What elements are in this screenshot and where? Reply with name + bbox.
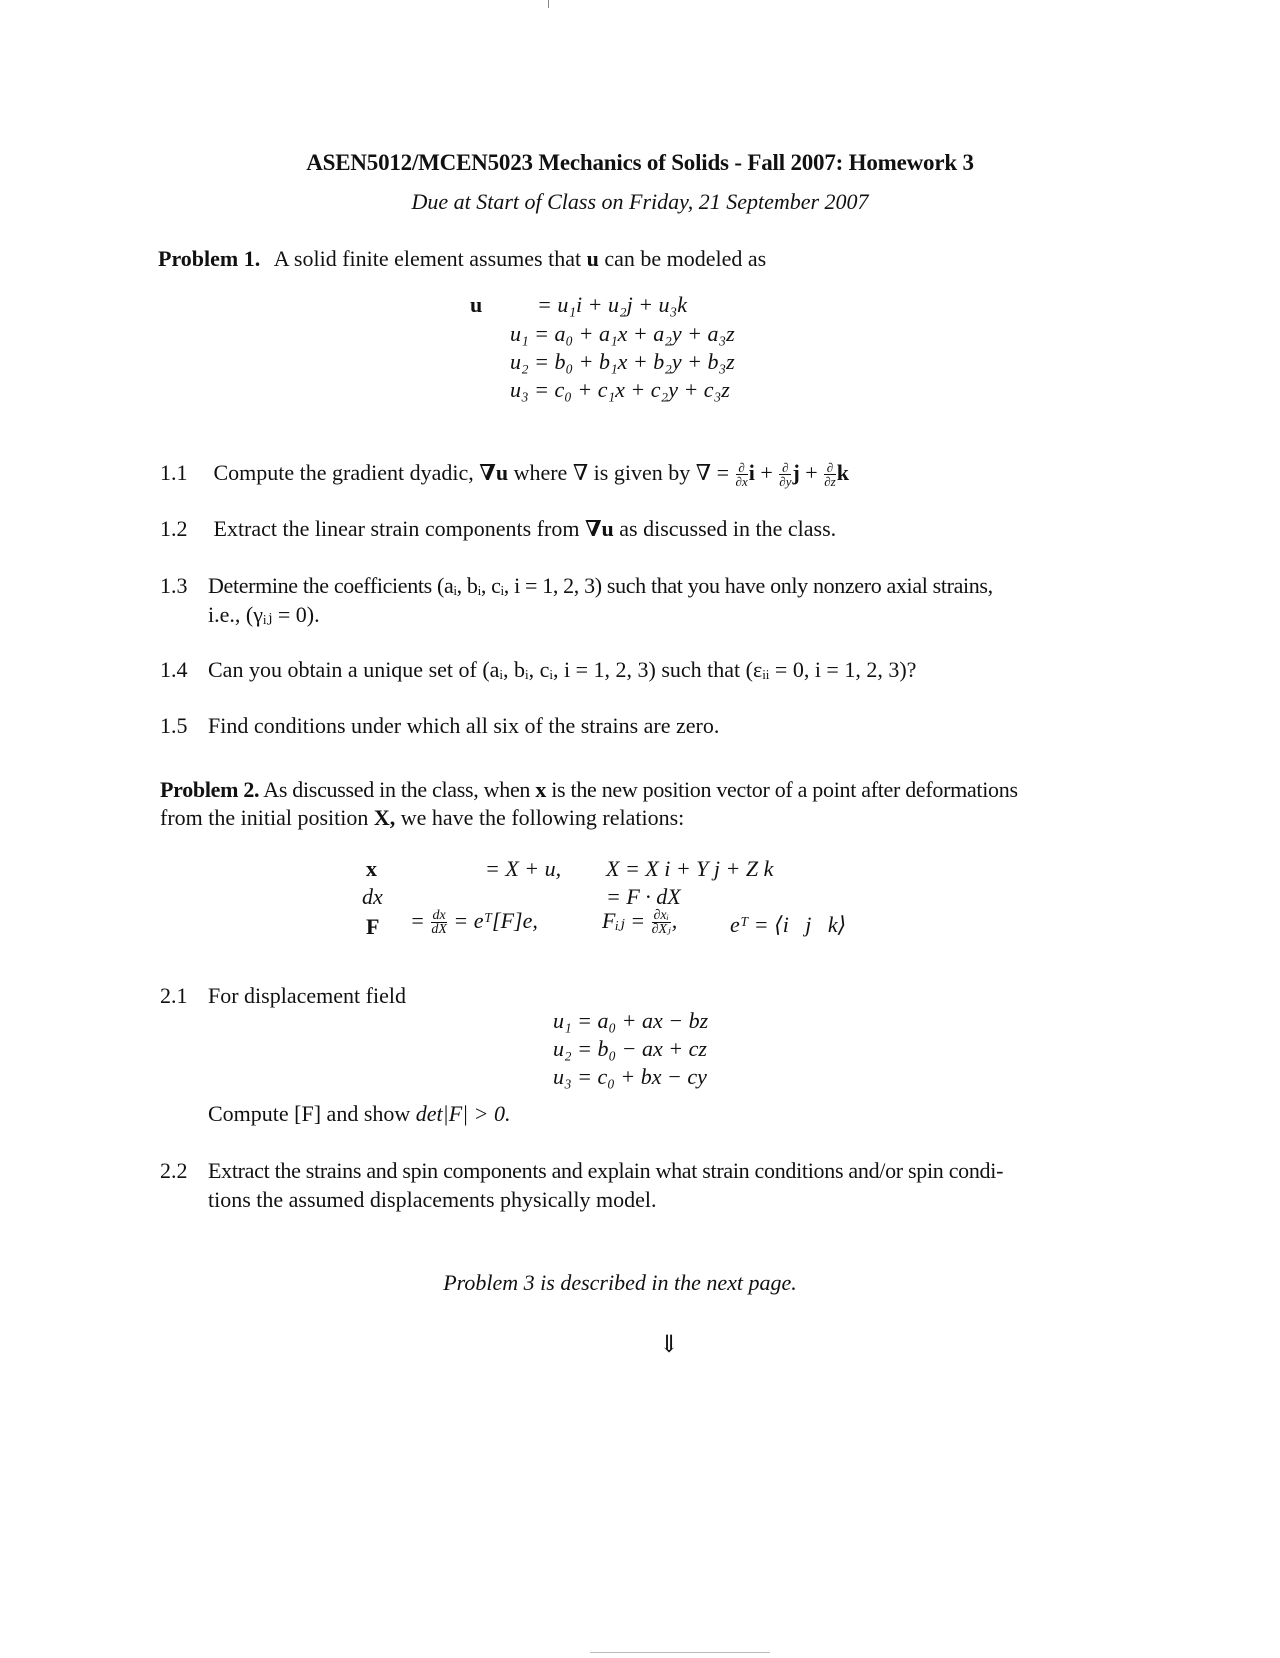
eq-u-rhs: = u₁i + u₂j + u₃k [537, 292, 687, 317]
item-text-line1: Determine the coefficients (aᵢ, bᵢ, cᵢ, i = 1, 2, 3) such that you have only nonzero axial strains, [208, 573, 993, 598]
problem2-var-x: x [535, 777, 547, 802]
compute-text: Compute [F] and show [208, 1101, 411, 1126]
eq-dx-lhs: dx [362, 884, 383, 909]
item-number: 1.5 [160, 713, 188, 738]
scan-artifact [548, 0, 549, 8]
problem2-intro-line1 [160, 775, 1018, 804]
gradient-symbol: ∇u [479, 460, 509, 485]
item-text-mid: where ∇ is given by ∇ = [513, 460, 730, 485]
eq-u-lhs: u [470, 292, 483, 317]
compute-F-instruction [208, 1099, 511, 1128]
item-number: 1.1 [160, 460, 188, 485]
item-2-1 [160, 981, 406, 1010]
item-text-line1: Extract the strains and spin components and explain what strain conditions and/or spin condi- [208, 1158, 1004, 1183]
item-1-4 [160, 655, 916, 684]
disp-u2: u₂ = b₀ − ax + cz [553, 1036, 707, 1061]
partial-x-fraction: $\frac{\partial}{\partial x}$ [735, 460, 748, 490]
gradient-symbol: ∇u [584, 516, 614, 541]
scan-artifact [590, 1652, 770, 1653]
problem1-intro-var: u [586, 246, 599, 271]
problem2-text: As discussed in the class, when [263, 777, 531, 802]
item-number: 2.1 [160, 983, 188, 1008]
eq-x-lhs: x [366, 856, 377, 881]
item-1-5 [160, 711, 719, 740]
item-text: Compute the gradient dyadic, [213, 460, 474, 485]
item-number: 1.4 [160, 657, 188, 682]
item-number: 1.3 [160, 573, 188, 598]
item-number: 2.2 [160, 1158, 188, 1183]
eq-u3: u₃ = c₀ + c₁x + c₂y + c₃z [510, 377, 730, 402]
problem2-text-line2: from the initial position [160, 805, 369, 830]
problem1-intro-text-end: can be modeled as [604, 246, 767, 271]
eq-x-rhs: = X + u, [485, 856, 562, 881]
item-number: 1.2 [160, 516, 188, 541]
problem2-intro-line2 [160, 803, 684, 832]
item-1-3 [160, 571, 993, 600]
partial-y-fraction: $\frac{\partial}{\partial y}$ [779, 460, 792, 490]
item-text-end: as discussed in the class. [619, 516, 837, 541]
partial-xi-Xj-fraction: $\frac{\text{∂xᵢ}}{\text{∂Xⱼ}}$ [651, 908, 671, 938]
page-title: ASEN5012/MCEN5023 Mechanics of Solids - Fall 2007: Homework 3 [306, 150, 974, 175]
item-text: Find conditions under which all six of the strains are zero. [208, 713, 720, 738]
item-2-2 [160, 1156, 1003, 1185]
problem1-label: Problem 1. [158, 246, 261, 271]
item-1-1: 1.1 Compute the gradient dyadic, ∇u where ∇ is given by ∇ = $\frac{\partial}{\partial x}$ i + $\frac{\partial}{\partial y}$ j + $\frac{\partial}{\partial z}$ k [160, 460, 849, 490]
item-1-3-line2: i.e., (γᵢⱼ = 0). [208, 602, 320, 627]
down-arrow-icon: ⇓ [658, 1332, 680, 1358]
item-2-2-line2: tions the assumed displacements physically model. [208, 1187, 657, 1212]
eq-eT: eᵀ = ⟨i j k⟩ [730, 912, 847, 937]
eq-F-lhs: F [366, 914, 380, 939]
partial-z-fraction: $\frac{\partial}{\partial z}$ [824, 460, 836, 490]
eq-u2: u₂ = b₀ + b₁x + b₂y + b₃z [510, 349, 735, 374]
problem1-intro-text: A solid finite element assumes that [273, 246, 582, 271]
item-text: For displacement field [208, 983, 406, 1008]
eq-X-definition: X = X i + Y j + Z k [606, 856, 774, 881]
item-text: Can you obtain a unique set of (aᵢ, bᵢ, cᵢ, i = 1, 2, 3) such that (εᵢᵢ = 0, i = 1, 2, 3)? [208, 657, 917, 682]
eq-Fij: Fᵢⱼ = $\frac{\text{∂xᵢ}}{\text{∂Xⱼ}}$ , [602, 908, 678, 938]
problem2-var-X: X, [373, 805, 396, 830]
problem2-text-line2-end: we have the following relations: [400, 805, 685, 830]
item-1-2 [160, 514, 836, 543]
item-text: Extract the linear strain components from [213, 516, 580, 541]
problem2-label: Problem 2. [160, 777, 260, 802]
disp-u3: u₃ = c₀ + bx − cy [553, 1064, 707, 1089]
unit-i: i [748, 460, 755, 485]
det-F-condition: det|F| > 0. [415, 1101, 511, 1126]
next-page-note: Problem 3 is described in the next page. [443, 1270, 797, 1295]
problem1-intro [158, 244, 766, 273]
dx-dX-fraction: $\frac{dx}{dX}$ [431, 908, 447, 938]
unit-j: j [792, 460, 800, 485]
eq-F-definition: = $\frac{dx}{dX}$ = eᵀ[F]e, [410, 908, 538, 938]
problem2-text-end: is the new position vector of a point after deformations [551, 777, 1018, 802]
eq-u1: u₁ = a₀ + a₁x + a₂y + a₃z [510, 321, 735, 346]
eq-dx-rhs: = F · dX [606, 884, 681, 909]
unit-k: k [836, 460, 849, 485]
due-date: Due at Start of Class on Friday, 21 September 2007 [411, 189, 869, 214]
disp-u1: u₁ = a₀ + ax − bz [553, 1008, 709, 1033]
